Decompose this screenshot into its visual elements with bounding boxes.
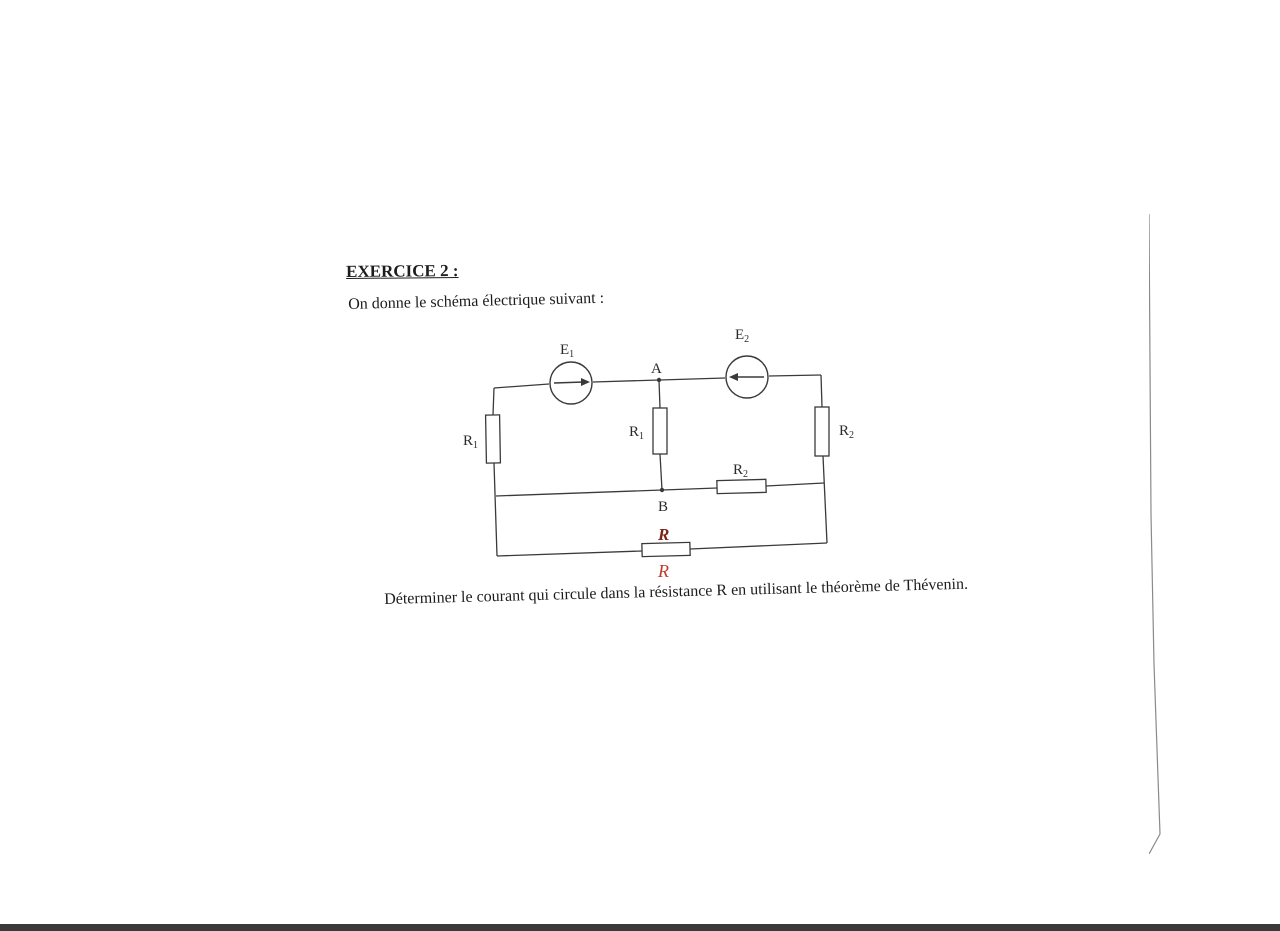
wire-top-right	[769, 375, 821, 376]
scan-bottom-edge	[0, 924, 1280, 931]
wire-middle-left	[496, 488, 717, 496]
resistor-right	[815, 407, 829, 456]
wire-middle-top	[659, 380, 660, 408]
label-node-a: A	[651, 361, 662, 377]
wire-middle-bottom	[660, 454, 662, 490]
wire-right-bottom	[823, 456, 827, 543]
resistor-r	[642, 542, 690, 556]
label-resistor-right: $R_2$	[839, 423, 855, 441]
wire-right-top	[821, 375, 822, 407]
resistor-bottom-mid	[717, 479, 766, 493]
label-e1: $E_1$	[560, 342, 575, 360]
label-resistor-middle: $R_1$	[629, 424, 645, 442]
arrow-right-icon	[554, 382, 584, 383]
resistor-middle	[653, 408, 667, 454]
exercise-title: EXERCICE 2 :	[346, 261, 459, 281]
wire-bottom-left	[497, 551, 642, 556]
scan-page-edge	[1149, 214, 1179, 854]
exercise-intro: On donne le schéma électrique suivant :	[348, 289, 605, 313]
circuit-diagram	[440, 320, 880, 585]
handwritten-label-r-red: R	[658, 561, 669, 581]
wire-bottom-right	[690, 543, 827, 549]
source-e1	[550, 362, 592, 404]
wire-left-top	[493, 388, 494, 415]
wire-left-bottom	[494, 463, 497, 556]
node-b-dot	[660, 488, 664, 492]
label-e2: $E_2$	[735, 327, 750, 345]
node-a-dot	[657, 378, 661, 382]
wire-middle-right	[766, 483, 824, 486]
exercise-question: Déterminer le courant qui circule dans la résistance R en utilisant le théorème de Thévenin.	[384, 575, 969, 608]
resistor-left	[486, 415, 501, 463]
handwritten-label-r-dark: R	[658, 525, 670, 544]
source-e2	[726, 356, 768, 398]
label-resistor-left: $R_1$	[463, 433, 479, 451]
label-node-b: B	[658, 499, 669, 515]
wire-top-left	[494, 384, 549, 388]
label-resistor-bottom-mid: $R_2$	[733, 462, 749, 480]
